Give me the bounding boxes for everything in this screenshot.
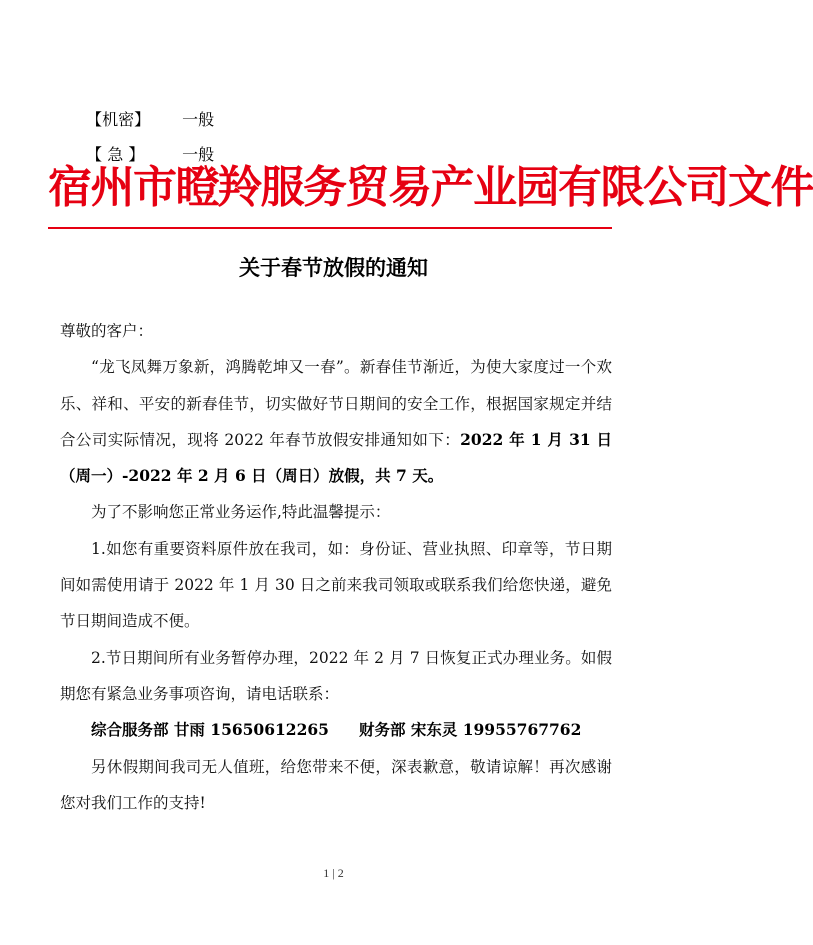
secrecy-value: 一般 xyxy=(182,110,215,129)
paragraph-closing: 另休假期间我司无人值班，给您带来不便，深表歉意，敬请谅解！再次感谢您对我们工作的支持! xyxy=(60,757,612,812)
paragraph-documents-notice: 1.如您有重要资料原件放在我司，如：身份证、营业执照、印章等，节日期间如需使用请于 2022 年 1 月 30 日之前来我司领取或联系我们给您快递，避免节日期间造成不便。 xyxy=(60,539,612,631)
paragraph-business-suspension: 2.节日期间所有业务暂停办理，2022 年 2 月 7 日恢复正式办理业务。如假期您有紧急业务事项咨询，请电话联系： xyxy=(60,648,612,703)
organization-title: 宿州市瞪羚服务贸易产业园有限公司文件 xyxy=(48,162,813,213)
contact-finance: 财务部 宋东灵 19955767762 xyxy=(358,720,582,740)
contact-line xyxy=(60,712,612,748)
secrecy-label: 【机密】 xyxy=(86,110,151,129)
page-number: 1 | 2 xyxy=(323,866,344,880)
paragraph-holiday-announcement xyxy=(60,349,612,494)
document-title: 关于春节放假的通知 xyxy=(239,256,428,280)
contact-general-service: 综合服务部 甘雨 15650612265 xyxy=(91,720,329,740)
urgency-row xyxy=(76,125,214,165)
paragraph-reminder: 为了不影响您正常业务运作,特此温馨提示： xyxy=(91,503,391,522)
urgency-label: 【 急 】 xyxy=(86,145,145,164)
red-divider xyxy=(48,227,612,229)
secrecy-row xyxy=(76,90,214,130)
paragraph-intro-text: “龙飞凤舞万象新，鸿腾乾坤又一春”。新春佳节渐近，为使大家度过一个欢乐、祥和、平安的新春佳节，切实做好节日期间的安全工作，根据国家规定并结合公司实际情况，现将 2022 年春节放假安排通知如下： xyxy=(60,358,612,449)
document-body xyxy=(60,313,612,821)
urgency-value: 一般 xyxy=(182,145,215,164)
holiday-dates: 2022 年 1 月 31 日（周一）-2022 年 2 月 6 日（周日）放假，共 7 天。 xyxy=(60,429,612,486)
salutation: 尊敬的客户： xyxy=(60,322,154,340)
